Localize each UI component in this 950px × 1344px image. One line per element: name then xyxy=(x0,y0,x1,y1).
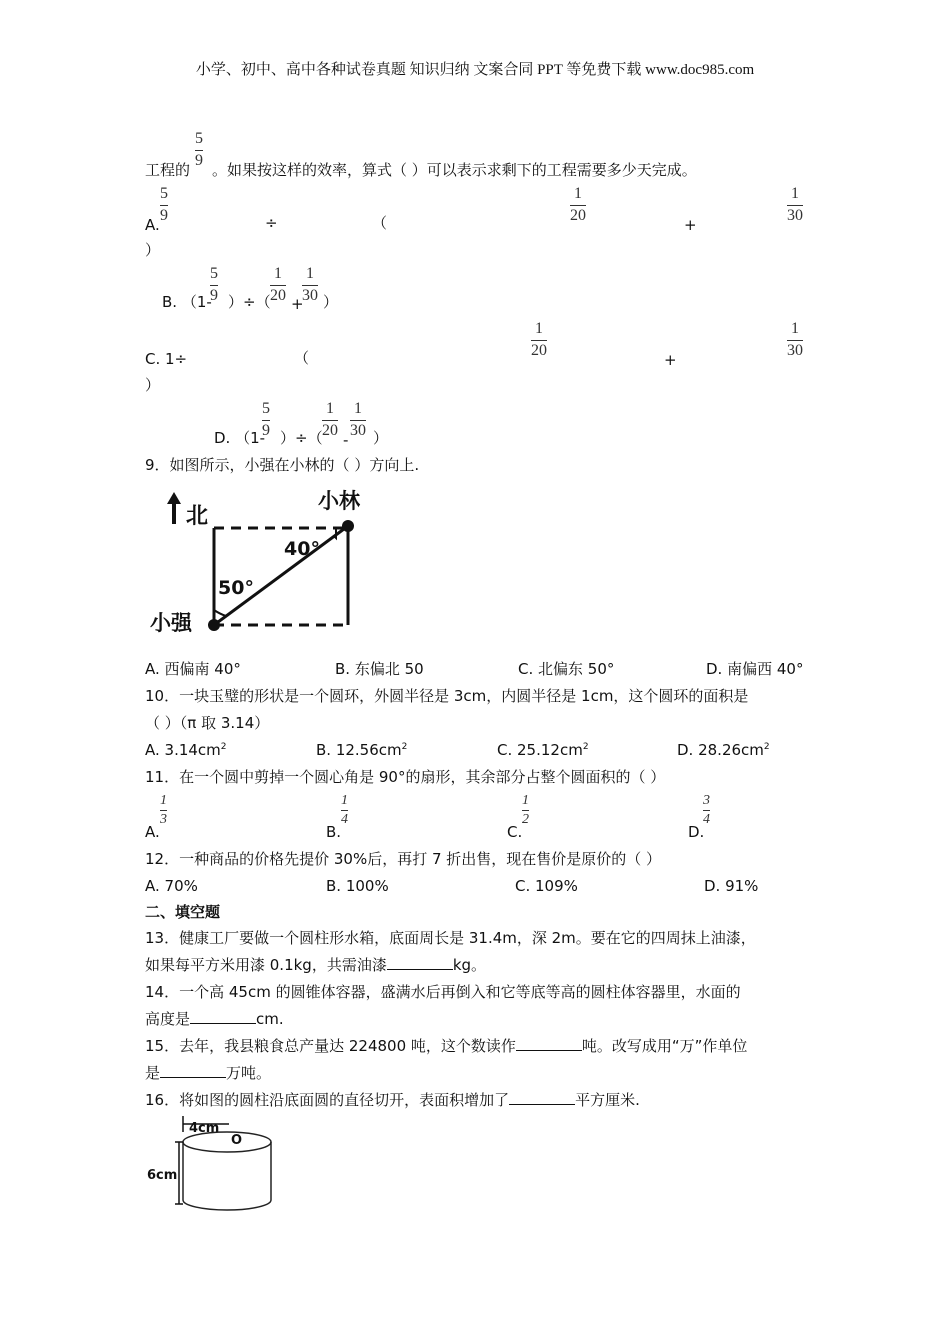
q10-option-d[interactable]: D. $28.26cm^2$ xyxy=(677,741,770,759)
answer-blank[interactable] xyxy=(387,955,453,970)
paren: ） xyxy=(145,376,161,394)
q9-option-b[interactable]: B. 东偏北 50 xyxy=(335,660,424,678)
fraction: 5 9 xyxy=(210,265,218,304)
fraction: 1 20 xyxy=(270,265,286,304)
paren: ） xyxy=(145,241,161,259)
operator: ）÷（ xyxy=(228,293,271,311)
answer-blank[interactable] xyxy=(160,1063,226,1078)
paren: ） xyxy=(323,293,339,311)
xiaolin-label: 小林 xyxy=(318,489,360,513)
q9-option-a[interactable]: A. 西偏南 40° xyxy=(145,660,241,678)
fraction: 1 20 xyxy=(570,185,586,224)
q9-option-c[interactable]: C. 北偏东 50° xyxy=(518,660,615,678)
fraction: 5 9 xyxy=(262,400,270,439)
angle-50-label: 50° xyxy=(218,577,254,599)
q15-line1: 15．去年，我县粮食总产量达 224800 吨，这个数读作 吨。改写成用“万”作单位 xyxy=(145,1037,748,1055)
q8-prefix: 工程的 xyxy=(145,161,191,179)
q13-line1: 13．健康工厂要做一个圆柱形水箱，底面周长是 31.4m，深 2m。要在它的四周抹上油漆， xyxy=(145,929,756,947)
q10-stem-line2: （ ）（π 取 3.14） xyxy=(145,714,270,732)
fraction-five-ninths: 5 9 xyxy=(195,130,203,169)
operator: + xyxy=(664,351,677,369)
paren: （ xyxy=(294,349,310,367)
height-label: 6cm xyxy=(147,1168,178,1183)
option-label: A. xyxy=(145,823,160,841)
north-label: 北 xyxy=(186,504,209,529)
fraction: 3 4 xyxy=(703,793,710,827)
xiaoqiang-point xyxy=(208,619,220,631)
q15-line2: 是 万吨。 xyxy=(145,1064,272,1082)
q11-stem: 11．在一个圆中剪掉一个圆心角是 90°的扇形，其余部分占整个圆面积的（ ） xyxy=(145,768,666,786)
fraction: 1 30 xyxy=(787,320,803,359)
page-header: 小学、初中、高中各种试卷真题 知识归纳 文案合同 PPT 等免费下载 www.doc985.com xyxy=(195,62,755,78)
q13-line2: 如果每平方米用漆 0.1kg，共需油漆 kg。 xyxy=(145,956,487,974)
operator: - xyxy=(343,431,349,449)
fraction: 1 30 xyxy=(787,185,803,224)
option-label: B. （1- xyxy=(162,293,212,311)
q12-option-a[interactable]: A. 70% xyxy=(145,877,198,895)
paren: ） xyxy=(373,429,389,447)
cylinder-figure xyxy=(145,1112,285,1217)
q10-option-b[interactable]: B. $12.56cm^2$ xyxy=(316,741,408,759)
q10-option-a[interactable]: A. $3.14cm^2$ xyxy=(145,741,227,759)
xiaoqiang-label: 小强 xyxy=(150,611,192,635)
q9-stem: 9．如图所示，小强在小林的（ ）方向上. xyxy=(145,456,420,474)
q12-option-c[interactable]: C. 109% xyxy=(515,877,578,895)
fraction: 1 20 xyxy=(322,400,338,439)
operator: ）÷（ xyxy=(280,429,323,447)
q9-option-d[interactable]: D. 南偏西 40° xyxy=(706,660,804,678)
q12-stem: 12．一种商品的价格先提价 30%后，再打 7 折出售，现在售价是原价的（ ） xyxy=(145,850,662,868)
north-arrow-head-icon xyxy=(167,492,181,504)
angle-mark-bottom xyxy=(214,610,226,616)
answer-blank[interactable] xyxy=(516,1036,582,1051)
radius-label: 4cm xyxy=(189,1121,220,1136)
fraction: 1 20 xyxy=(531,320,547,359)
option-label: D. （1- xyxy=(214,429,266,447)
cylinder-bottom xyxy=(183,1200,271,1210)
angle-40-label: 40° xyxy=(284,538,320,560)
option-label: D. xyxy=(688,823,705,841)
operator: + xyxy=(684,216,697,234)
section-title: 二、填空题 xyxy=(145,903,221,921)
fraction: 1 4 xyxy=(341,793,348,827)
fraction: 1 3 xyxy=(160,793,167,827)
q14-line2: 高度是 cm. xyxy=(145,1010,284,1028)
fraction: 1 2 xyxy=(522,793,529,827)
q10-stem-line1: 10．一块玉璧的形状是一个圆环，外圆半径是 3cm，内圆半径是 1cm，这个圆环的面积是 xyxy=(145,687,749,705)
q12-option-d[interactable]: D. 91% xyxy=(704,877,759,895)
q12-option-b[interactable]: B. 100% xyxy=(326,877,389,895)
operator: + xyxy=(291,295,304,313)
fraction: 5 9 xyxy=(160,185,168,224)
paren: （ xyxy=(372,214,388,232)
answer-blank[interactable] xyxy=(509,1090,575,1105)
option-label: B. xyxy=(326,823,342,841)
fraction: 1 30 xyxy=(302,265,318,304)
q10-option-c[interactable]: C. $25.12cm^2$ xyxy=(497,741,589,759)
cylinder-top xyxy=(183,1132,271,1152)
option-label: C. xyxy=(507,823,523,841)
fraction: 1 30 xyxy=(350,400,366,439)
answer-blank[interactable] xyxy=(190,1009,256,1024)
option-label: C. 1÷ xyxy=(145,350,188,368)
q14-line1: 14．一个高 45cm 的圆锥体容器，盛满水后再倒入和它等底等高的圆柱体容器里，水面的 xyxy=(145,983,741,1001)
xiaolin-point xyxy=(342,520,354,532)
q8-stem-rest: 。如果按这样的效率，算式（ ）可以表示求剩下的工程需要多少天完成。 xyxy=(212,161,697,179)
direction-figure xyxy=(148,480,370,640)
option-label: A. xyxy=(145,216,160,234)
operator: ÷ xyxy=(265,214,278,232)
q16-line1: 16．将如图的圆柱沿底面圆的直径切开，表面积增加了 平方厘米. xyxy=(145,1091,640,1109)
connecting-line xyxy=(214,526,348,625)
center-label: O xyxy=(231,1133,243,1148)
